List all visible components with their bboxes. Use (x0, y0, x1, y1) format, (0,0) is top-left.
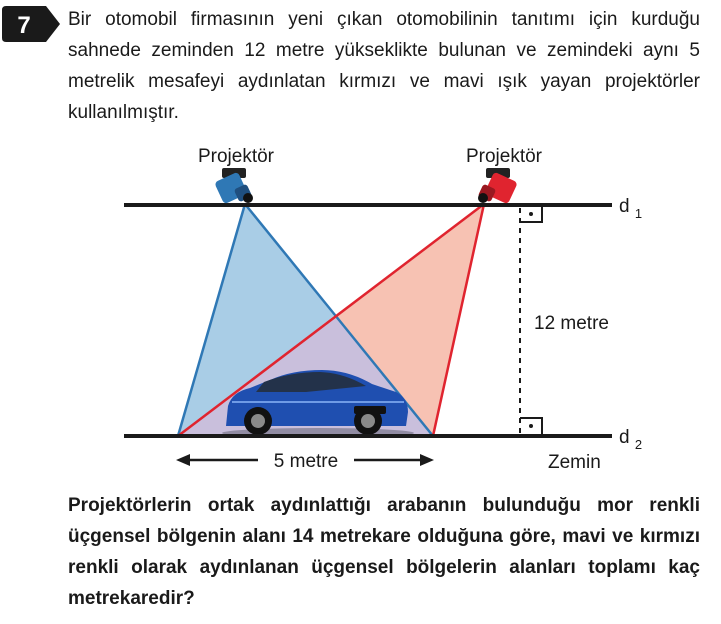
right-projector-label: Projektör (465, 146, 543, 167)
line-d1-label: d (619, 196, 630, 217)
line-d2-label: d (619, 427, 630, 448)
ground-label: Zemin (548, 452, 601, 473)
question-number-badge (2, 6, 62, 42)
left-projector-label: Projektör (197, 146, 275, 167)
base-label: 5 metre (273, 451, 339, 472)
svg-text:d 1 (619, 196, 642, 221)
line-d2-subscript: 2 (634, 437, 643, 452)
red-projector-icon (478, 168, 518, 204)
question-number: 7 (17, 12, 31, 39)
base-arrow-right-head (420, 454, 434, 466)
line-d1-subscript: 1 (634, 206, 643, 221)
question-text: Projektörlerin ortak aydınlattığı arabanın bulunduğu mor renkli üçgensel bölgenin alanı 14 metrekare olduğuna göre, mavi ve kırmızı renkli olarak aydınlanan üçgensel bölgelerin alanları toplamı kaç metrekaredir? (68, 495, 700, 609)
blue-projector-icon (214, 168, 253, 204)
svg-text:d 2 (619, 427, 642, 452)
height-label: 12 metre (534, 313, 609, 334)
intro-text: Bir otomobil firmasının yeni çıkan otomobilinin tanıtımı için kurduğu sahnede zeminden 12 metre yükseklikte bulunan ve zemindeki aynı 5 metrelik mesafeyi aydınlatan kırmızı ve mavi ışık yayan projektörler kullanılmıştır. (68, 9, 700, 123)
base-arrow-left-head (176, 454, 190, 466)
projector-diagram (0, 130, 721, 475)
